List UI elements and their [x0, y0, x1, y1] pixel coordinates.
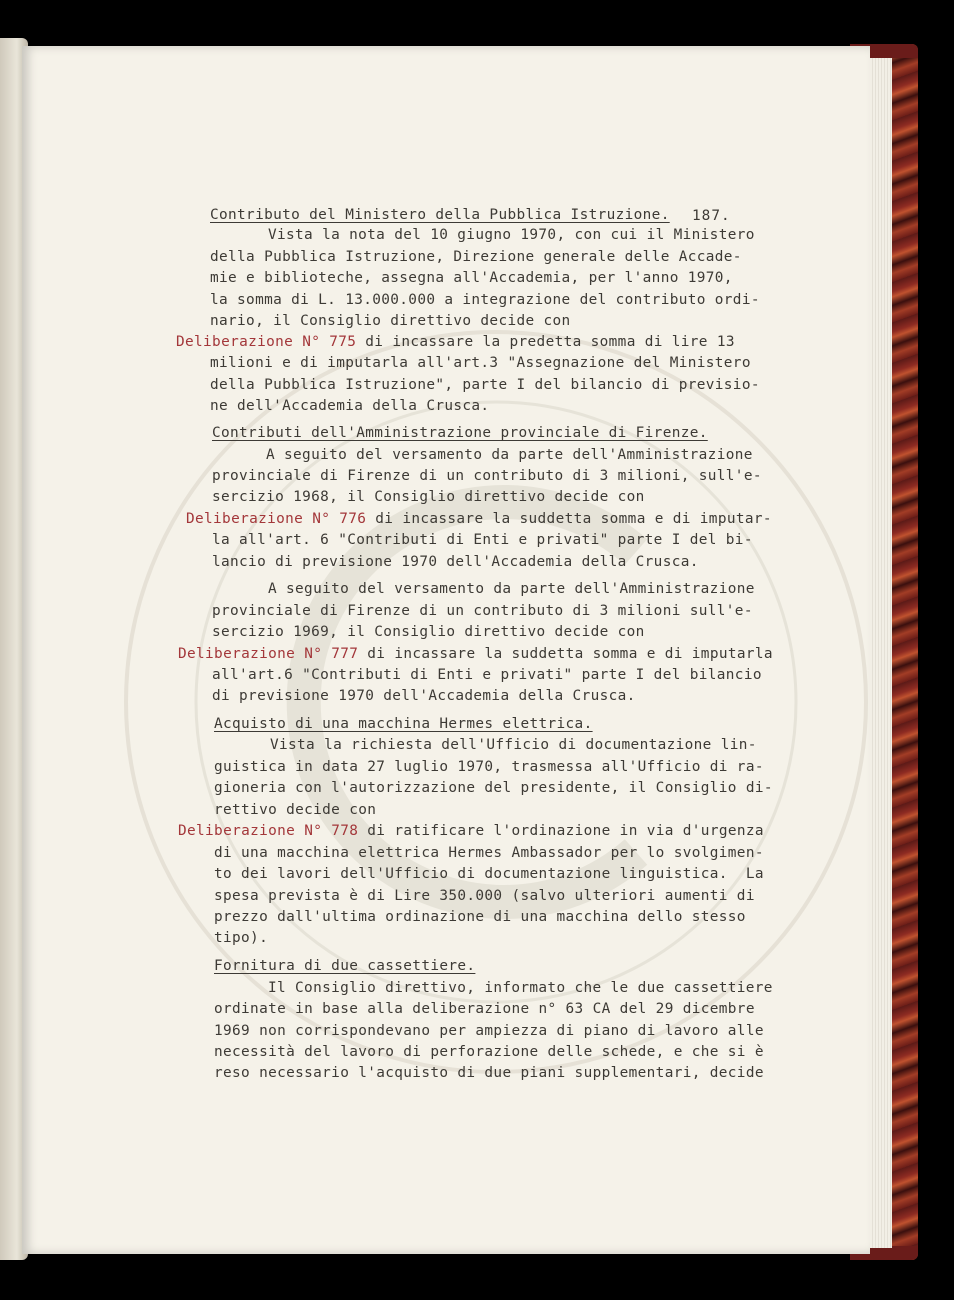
paragraph-line: A seguito del versamento da parte dell'Amministrazione — [268, 581, 755, 597]
section-heading: Acquisto di una macchina Hermes elettrica. — [214, 716, 593, 732]
paragraph-line: gioneria con l'autorizzazione del presidente, il Consiglio di- — [214, 780, 773, 796]
resolution-line — [186, 510, 772, 528]
paragraph-line: nario, il Consiglio direttivo decide con — [210, 313, 571, 329]
paragraph-line: Vista la richiesta dell'Ufficio di documentazione lin- — [270, 737, 757, 753]
paragraph-line: all'art.6 "Contributi di Enti e privati" parte I del bilancio — [212, 667, 762, 683]
resolution-line — [176, 333, 735, 351]
paragraph-line: della Pubblica Istruzione, Direzione generale delle Accade- — [210, 249, 742, 265]
paragraph-line: della Pubblica Istruzione", parte I del bilancio di previsio- — [210, 377, 760, 393]
section-heading: Contributo del Ministero della Pubblica Istruzione. — [210, 207, 670, 223]
resolution-label: Deliberazione N° 778 — [178, 823, 359, 839]
paragraph-line: prezzo dall'ultima ordinazione di una macchina dello stesso — [214, 909, 746, 925]
paragraph-line: A seguito del versamento da parte dell'Amministrazione — [266, 447, 753, 463]
resolution-text: di ratificare l'ordinazione in via d'urgenza — [358, 823, 764, 839]
paragraph-line: to dei lavori dell'Ufficio di documentazione linguistica. La — [214, 866, 764, 882]
paragraph-line: di una macchina elettrica Hermes Ambassador per lo svolgimen- — [214, 845, 764, 861]
paragraph-line: tipo). — [214, 930, 269, 946]
resolution-line — [178, 645, 773, 663]
resolution-line — [178, 822, 764, 840]
page-number: 187. — [692, 208, 731, 224]
paragraph-line: sercizio 1968, il Consiglio direttivo decide con — [212, 489, 645, 505]
paragraph-line: ne dell'Accademia della Crusca. — [210, 398, 490, 414]
paragraph-line: mie e biblioteche, assegna all'Accademia, per l'anno 1970, — [210, 270, 733, 286]
resolution-label: Deliberazione N° 775 — [176, 334, 357, 350]
resolution-text: di incassare la predetta somma di lire 13 — [356, 334, 735, 350]
resolution-label: Deliberazione N° 776 — [186, 511, 367, 527]
paragraph-line: provinciale di Firenze di un contributo di 3 milioni, sull'e- — [212, 468, 762, 484]
section-heading: Contributi dell'Amministrazione provinciale di Firenze. — [212, 425, 708, 441]
paragraph-line: necessità del lavoro di perforazione delle schede, e che si è — [214, 1044, 764, 1060]
paragraph-line: la somma di L. 13.000.000 a integrazione del contributo ordi- — [210, 292, 760, 308]
paragraph-line: la all'art. 6 "Contributi di Enti e privati" parte I del bi- — [212, 532, 753, 548]
paragraph-line: 1969 non corrispondevano per ampiezza di piano di lavoro alle — [214, 1023, 764, 1039]
paragraph-line: sercizio 1969, il Consiglio direttivo decide con — [212, 624, 645, 640]
paragraph-line: ordinate in base alla deliberazione n° 63 CA del 29 dicembre — [214, 1001, 755, 1017]
paragraph-line: Il Consiglio direttivo, informato che le due cassettiere — [268, 980, 773, 996]
paragraph-line: lancio di previsione 1970 dell'Accademia della Crusca. — [212, 554, 699, 570]
paragraph-line: spesa prevista è di Lire 350.000 (salvo ulteriori aumenti di — [214, 888, 755, 904]
resolution-text: di incassare la suddetta somma e di imputarla — [358, 646, 773, 662]
resolution-text: di incassare la suddetta somma e di imputar- — [366, 511, 772, 527]
document-page — [22, 46, 870, 1254]
paragraph-line: rettivo decide con — [214, 802, 377, 818]
section-heading: Fornitura di due cassettiere. — [214, 958, 476, 974]
paragraph-line: guistica in data 27 luglio 1970, trasmessa all'Ufficio di ra- — [214, 759, 764, 775]
paragraph-line: reso necessario l'acquisto di due piani supplementari, decide — [214, 1065, 764, 1081]
paragraph-line: di previsione 1970 dell'Accademia della Crusca. — [212, 688, 636, 704]
paragraph-line: milioni e di imputarla all'art.3 "Assegnazione del Ministero — [210, 355, 751, 371]
resolution-label: Deliberazione N° 777 — [178, 646, 359, 662]
paragraph-line: Vista la nota del 10 giugno 1970, con cui il Ministero — [268, 227, 755, 243]
paragraph-line: provinciale di Firenze di un contributo di 3 milioni sull'e- — [212, 603, 753, 619]
